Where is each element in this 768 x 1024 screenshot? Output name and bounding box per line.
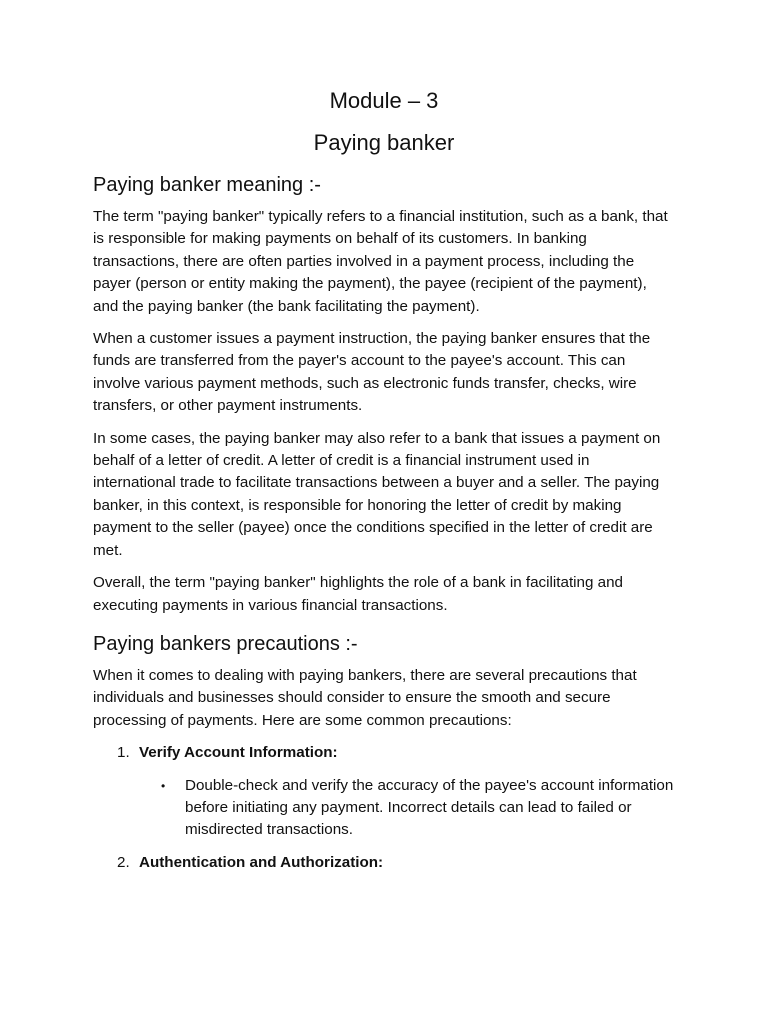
bullet-text: Double-check and verify the accuracy of the payee's account information before initiating any payment. Incorrect details can lead to failed or misdirected transactions. <box>185 776 674 839</box>
list-item-title: Authentication and Authorization: <box>139 853 384 871</box>
bullet-list <box>139 775 675 842</box>
subject-title: Paying banker <box>313 130 455 155</box>
bullet-icon: • <box>161 778 166 793</box>
section-heading-precautions: Paying bankers precautions :- <box>93 632 358 655</box>
module-title: Module – 3 <box>329 88 439 113</box>
bullet-item <box>139 775 675 842</box>
section-heading-meaning: Paying banker meaning :- <box>93 174 321 196</box>
precautions-intro: When it comes to dealing with paying bankers, there are several precautions that individuals and businesses should consider to ensure the smooth and secure processing of payments. Here are some common precautions: <box>93 666 637 729</box>
list-number: 2. <box>117 853 130 871</box>
list-number: 1. <box>117 744 130 762</box>
list-item <box>93 742 675 842</box>
list-item-title: Verify Account Information: <box>139 744 338 762</box>
paragraph: In some cases, the paying banker may also refer to a bank that issues a payment on behalf of a letter of credit. A letter of credit is a financial instrument used in international trade to facilitate transactions between a buyer and a seller. The paying banker, in this context, is responsible for honoring the letter of credit by making payment to the seller (payee) once the conditions specified in the letter of credit are met. <box>93 429 661 559</box>
paragraph: When a customer issues a payment instruction, the paying banker ensures that the funds are transferred from the payer's account to the payee's account. This can involve various payment methods, such as electronic funds transfer, checks, wire transfers, or other payment instruments. <box>93 330 651 415</box>
paragraph: The term "paying banker" typically refers to a financial institution, such as a bank, that is responsible for making payments on behalf of its customers. In banking transactions, there are often parties involved in a payment process, including the payer (person or entity making the payment), the payee (recipient of the payment), and the paying banker (the bank facilitating the payment). <box>93 208 668 315</box>
document-page <box>93 86 675 884</box>
list-item <box>93 852 675 874</box>
paragraph: Overall, the term "paying banker" highlights the role of a bank in facilitating and executing payments in various financial transactions. <box>93 574 623 614</box>
precautions-list <box>93 742 675 874</box>
